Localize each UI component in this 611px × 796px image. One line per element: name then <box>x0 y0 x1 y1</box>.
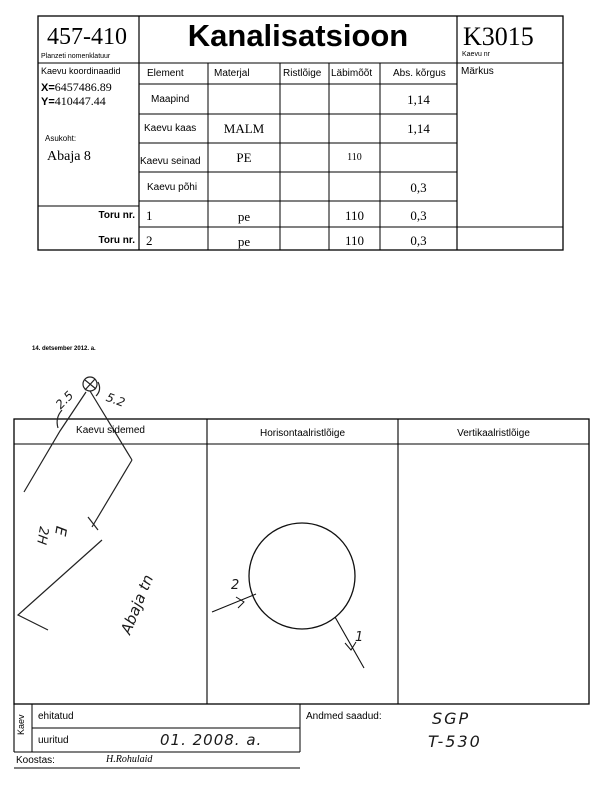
row-diameter: 110 <box>347 152 362 163</box>
pipe-material: pe <box>237 234 251 249</box>
pipe-label: Toru nr. <box>98 235 135 246</box>
plan-number: 457-410 <box>47 24 127 50</box>
pipe-mark-2: 2 <box>231 578 240 593</box>
page-title: Kanalisatsioon <box>187 18 409 53</box>
row-material: PE <box>236 150 252 165</box>
sketch-street-label: Abaja tn <box>117 572 158 637</box>
y-value: 410447.44 <box>54 94 106 108</box>
pipe-height: 0,3 <box>410 233 427 248</box>
x-coordinate <box>41 80 112 95</box>
col-abs-height: Abs. kõrgus <box>393 68 446 79</box>
row-material: MALM <box>223 121 265 136</box>
panel-connections-title: Kaevu sidemed <box>76 425 145 436</box>
surveyed-label: uuritud <box>38 735 69 746</box>
well-caption: Kaevu nr <box>462 51 491 58</box>
x-label: X= <box>41 82 55 94</box>
location-value: Abaja 8 <box>47 149 91 164</box>
pipe-label: Toru nr. <box>98 210 135 221</box>
data-from-label: Andmed saadud: <box>306 711 382 722</box>
col-remark: Märkus <box>461 66 494 77</box>
sketch-label-b: E <box>51 524 71 538</box>
pipe-diameter: 110 <box>344 233 365 248</box>
panel-horizontal-title: Horisontaalristlõige <box>259 428 346 439</box>
col-diameter: Läbimõõt <box>331 68 373 79</box>
col-material: Materjal <box>214 68 250 79</box>
sketch-dim-left: 2.5 <box>52 388 77 412</box>
row-element: Maapind <box>151 94 190 105</box>
surveyed-value: 01. 2008. a. <box>160 731 263 749</box>
sketch-dim-right: 5.2 <box>104 390 127 410</box>
pipe-mark-1: 1 <box>355 630 364 645</box>
well-id: K3015 <box>463 22 534 51</box>
row-height: 0,3 <box>410 180 427 195</box>
plan-caption: Planzeti nomenklatuur <box>41 53 111 60</box>
row-height: 1,14 <box>407 121 430 136</box>
pipe-diameter: 110 <box>344 208 365 223</box>
y-coordinate <box>41 94 106 109</box>
pipe-material: pe <box>237 209 251 224</box>
connections-sketch <box>18 377 132 630</box>
row-element: Kaevu põhi <box>147 182 198 193</box>
coord-label: Kaevu koordinaadid <box>41 66 121 76</box>
row-element: Kaevu seinad <box>140 156 201 167</box>
row-height: 1,14 <box>407 92 430 107</box>
built-label: ehitatud <box>38 711 74 722</box>
y-label: Y= <box>41 96 55 108</box>
data-from-line2: T-530 <box>428 732 482 751</box>
location-label: Asukoht: <box>45 134 77 143</box>
col-element: Element <box>147 68 184 79</box>
x-value: 6457486.89 <box>54 80 112 94</box>
sketch-label-a: 2H <box>33 525 51 546</box>
horizontal-section-drawing <box>212 523 364 668</box>
row-element: Kaevu kaas <box>144 123 197 134</box>
pipe-number: 1 <box>146 208 153 223</box>
panel-vertical-title: Vertikaalristlõige <box>457 428 530 439</box>
side-label: Kaev <box>16 714 26 735</box>
author-value: H.Rohulaid <box>106 754 153 765</box>
pipe-height: 0,3 <box>410 208 427 223</box>
col-section: Ristlõige <box>283 68 322 79</box>
pipe-number: 2 <box>146 233 153 248</box>
date-stamp: 14. detsember 2012. a. <box>32 346 96 352</box>
data-from-line1: SGP <box>432 709 471 728</box>
author-label: Koostas: <box>16 755 55 766</box>
